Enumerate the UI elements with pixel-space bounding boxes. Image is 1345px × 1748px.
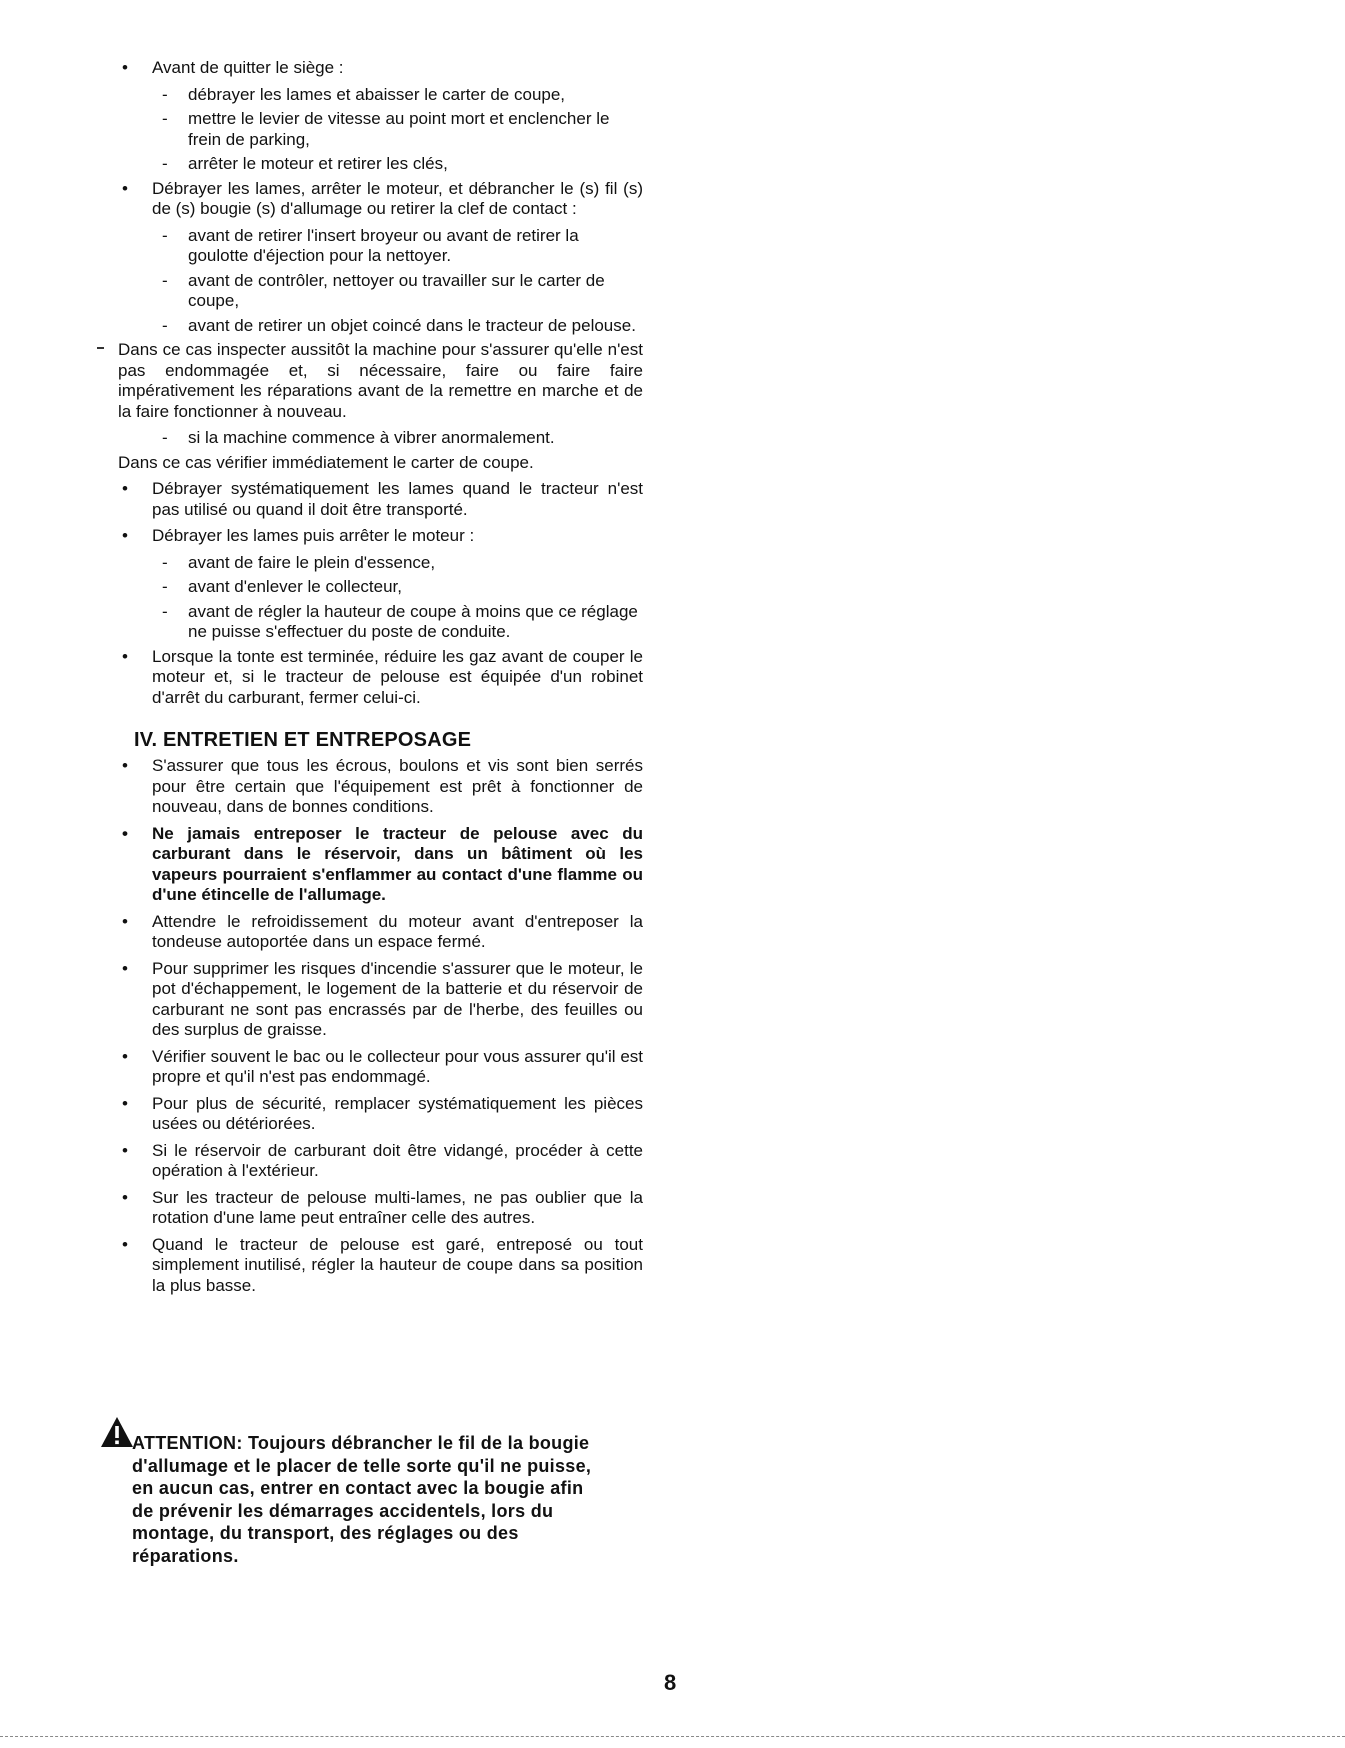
paragraph: Dans ce cas vérifier immédiatement le carter de coupe.: [118, 452, 534, 472]
dash-marker: -: [162, 154, 168, 173]
item-text: Débrayer les lames puis arrêter le moteur :: [152, 526, 475, 545]
item-text: avant de retirer l'insert broyeur ou avant de retirer la goulotte d'éjection pour la nettoyer.: [188, 225, 579, 265]
bullet-marker: •: [122, 178, 128, 198]
bullet-item: [118, 1094, 643, 1135]
bullet-item: [118, 647, 643, 709]
bullet-marker: •: [122, 823, 128, 843]
bullet-marker: •: [122, 1046, 128, 1066]
dash-marker: -: [162, 270, 168, 290]
item-text: Débrayer systématiquement les lames quand le tracteur n'est pas utilisé ou quand il doit être transporté.: [152, 479, 643, 519]
item-text: Lorsque la tonte est terminée, réduire les gaz avant de couper le moteur et, si le tracteur de pelouse est équipée d'un robinet d'arrêt du carburant, fermer celui-ci.: [152, 646, 643, 707]
bullet-marker: •: [122, 958, 128, 978]
item-text: arrêter le moteur et retirer les clés,: [188, 154, 448, 173]
item-text: avant d'enlever le collecteur,: [188, 577, 402, 596]
item-text: Pour plus de sécurité, remplacer systématiquement les pièces usées ou détériorées.: [152, 1093, 643, 1133]
dash-item: [118, 553, 643, 574]
item-text: Vérifier souvent le bac ou le collecteur pour vous assurer qu'il est propre et qu'il n'est pas endommagé.: [152, 1046, 643, 1086]
item-text: Débrayer les lames, arrêter le moteur, et débrancher le (s) fil (s) de (s) bougie (s) d'allumage ou retirer la clef de contact :: [152, 178, 643, 218]
bullet-item: [118, 1188, 643, 1229]
warning-triangle-icon: [100, 1416, 134, 1448]
bullet-marker: •: [122, 646, 128, 666]
bullet-item: [118, 824, 643, 906]
bullet-item: [118, 526, 643, 547]
item-text: mettre le levier de vitesse au point mort et enclencher le frein de parking,: [188, 109, 610, 149]
text-column: [118, 58, 643, 1302]
bullet-marker: •: [122, 479, 128, 498]
dash-item: [118, 226, 643, 267]
item-text: Quand le tracteur de pelouse est garé, entreposé ou tout simplement inutilisé, régler la hauteur de coupe dans sa position la plus basse.: [152, 1234, 643, 1295]
item-text: Si le réservoir de carburant doit être vidangé, procéder à cette opération à l'extérieur.: [152, 1140, 643, 1180]
bullet-item: [118, 959, 643, 1041]
bullet-marker: •: [122, 1234, 128, 1254]
item-text: Pour supprimer les risques d'incendie s'assurer que le moteur, le pot d'échappement, le logement de la batterie et du réservoir de carburant ne sont pas encrassés par de l'herbe, des feuilles ou des surplus de graisse.: [152, 958, 643, 1039]
bullet-item: [118, 1235, 643, 1297]
item-text: avant de faire le plein d'essence,: [188, 552, 436, 572]
dash-marker: -: [162, 577, 168, 596]
dash-marker: -: [162, 225, 168, 245]
warning-text: ATTENTION: Toujours débrancher le fil de la bougie d'allumage et le placer de telle sorte qu'il ne puisse, en aucun cas, entrer en contact avec la bougie afin de prévenir les démarrages accidentels, lors du montage, du transport, des réglages ou des réparations.: [132, 1433, 592, 1566]
dash-marker: -: [162, 601, 168, 621]
item-text: Attendre le refroidissement du moteur avant d'entreposer la tondeuse autoportée dans un espace fermé.: [152, 911, 643, 951]
item-text: Ne jamais entreposer le tracteur de pelouse avec du carburant dans le réservoir, dans un bâtiment où les vapeurs pourraient s'enflammer au contact d'une flamme ou d'une étincelle de l'allumage.: [152, 823, 643, 904]
dash-marker: -: [162, 109, 168, 128]
dash-item: [118, 428, 643, 449]
dash-item: [118, 109, 643, 150]
item-text: avant de régler la hauteur de coupe à moins que ce réglage ne puisse s'effectuer du poste de conduite.: [188, 601, 638, 641]
dash-marker: -: [162, 428, 168, 447]
bullet-marker: •: [122, 1140, 128, 1160]
bullet-marker: •: [122, 1093, 128, 1113]
bullet-item: [118, 479, 643, 520]
bullet-marker: •: [122, 58, 128, 77]
bullet-item: [118, 756, 643, 818]
dash-item: [118, 316, 643, 337]
dash-item: [118, 577, 643, 598]
item-text: si la machine commence à vibrer anormalement.: [188, 428, 555, 447]
dash-marker: -: [162, 84, 168, 104]
bullet-item: [118, 912, 643, 953]
dash-item: [118, 271, 643, 312]
dash-item: [118, 154, 643, 175]
bullet-marker: •: [122, 911, 128, 931]
paragraph: Dans ce cas inspecter aussitôt la machine pour s'assurer qu'elle n'est pas endommagée et, si nécessaire, faire ou faire faire impérativement les réparations avant de la remettre en marche et de la faire fonctionner à nouveau.: [118, 340, 643, 421]
bullet-item: [118, 58, 643, 79]
dash-item: [118, 602, 643, 643]
dash-marker: -: [162, 552, 168, 572]
item-text: S'assurer que tous les écrous, boulons et vis sont bien serrés pour être certain que l'équipement est prêt à fonctionner de nouveau, dans de bonnes conditions.: [152, 756, 643, 816]
item-text: avant de contrôler, nettoyer ou travailler sur le carter de coupe,: [188, 270, 605, 310]
item-text: Sur les tracteur de pelouse multi-lames, ne pas oublier que la rotation d'une lame peut entraîner celle des autres.: [152, 1187, 643, 1227]
bullet-item: [118, 1047, 643, 1088]
bullet-marker: •: [122, 756, 128, 775]
bottom-rule: [0, 1736, 1345, 1737]
bullet-marker: •: [122, 526, 128, 545]
section-heading: IV. ENTRETIEN ET ENTREPOSAGE: [134, 729, 472, 751]
bullet-item: [118, 1141, 643, 1182]
item-text: Avant de quitter le siège :: [152, 58, 344, 77]
margin-mark: [97, 347, 104, 349]
dash-item: [118, 85, 643, 106]
item-text: avant de retirer un objet coincé dans le tracteur de pelouse.: [188, 315, 636, 335]
dash-marker: -: [162, 315, 168, 335]
page-number: 8: [664, 1670, 677, 1695]
bullet-item: [118, 179, 643, 220]
item-text: débrayer les lames et abaisser le carter de coupe,: [188, 84, 566, 104]
bullet-marker: •: [122, 1187, 128, 1207]
